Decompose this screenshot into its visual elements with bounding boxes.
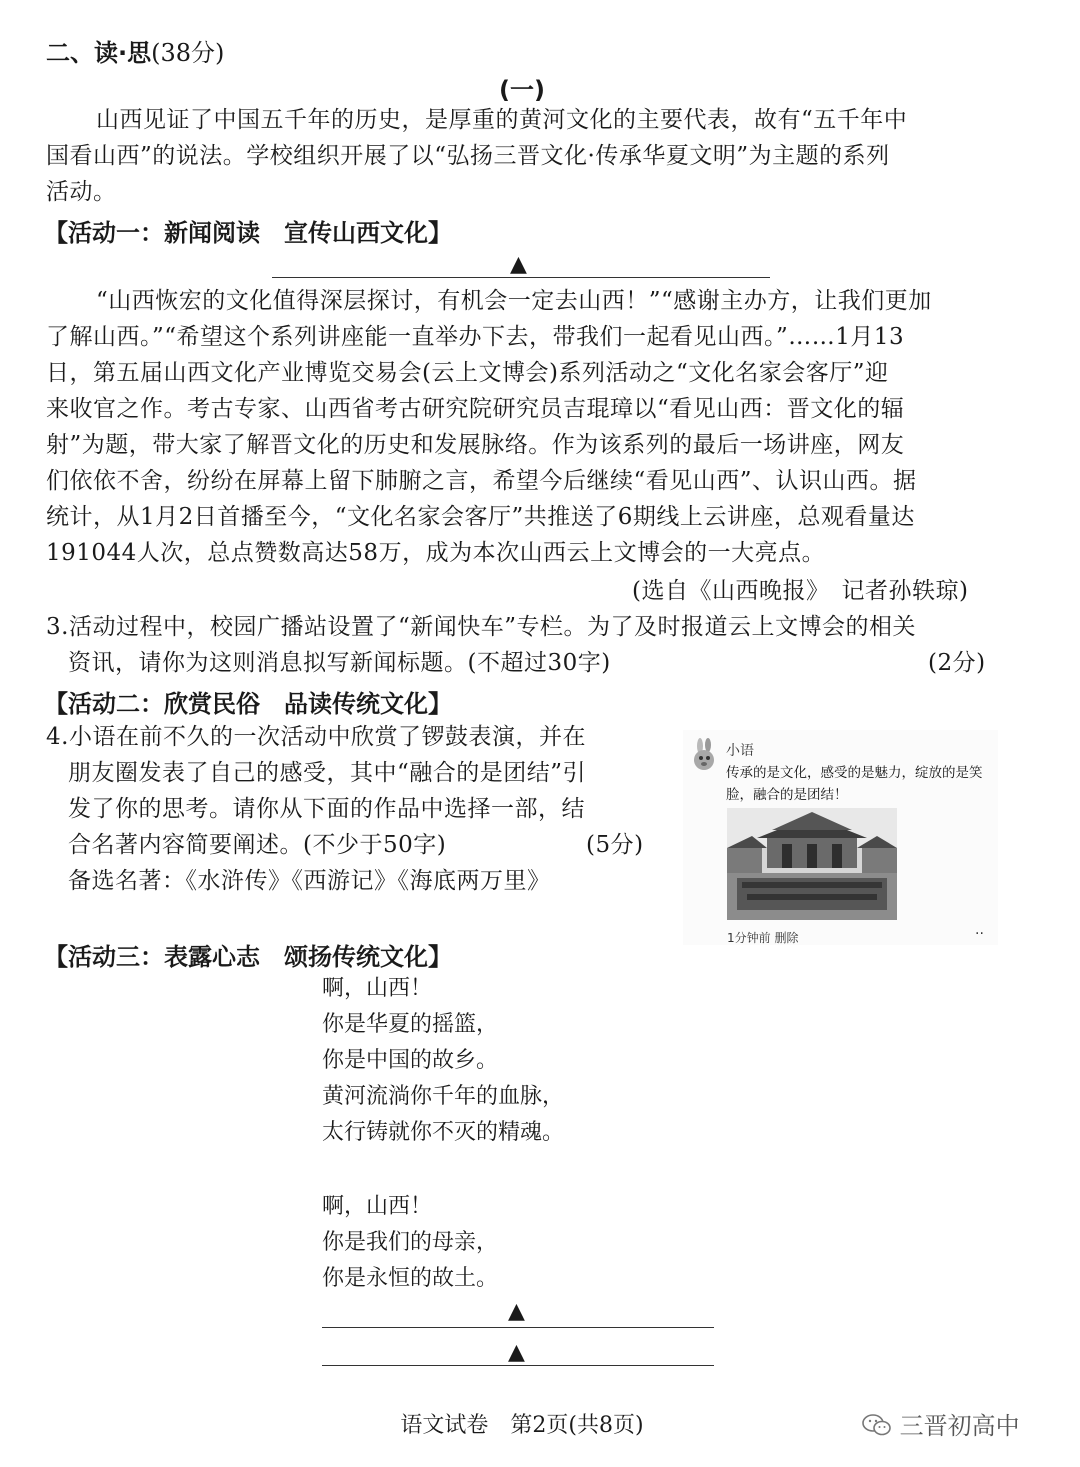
- poem-line: 你是中国的故乡。: [322, 1048, 499, 1073]
- question-3-score: (2分): [928, 650, 986, 676]
- answer-blank-marker: ▲: [510, 252, 527, 277]
- intro-line-2: 国看山西”的说法。学校组织开展了以“弘扬三晋文化·传承华夏文明”为主题的系列: [46, 143, 890, 169]
- news-line: “山西恢宏的文化值得深层探讨，有机会一定去山西！”“感谢主办方，让我们更加: [96, 288, 932, 314]
- poem-line: 你是华夏的摇篮，: [322, 1012, 499, 1037]
- answer-blank-marker: ▲: [508, 1340, 525, 1365]
- post-message: 传承的是文化，感受的是魅力，绽放的是笑脸，融合的是团结！: [726, 765, 983, 803]
- question-4-score: (5分): [586, 832, 644, 858]
- section-score: (38分): [151, 39, 225, 67]
- intro-line-1: 山西见证了中国五千年的历史，是厚重的黄河文化的主要代表，故有“五千年中: [96, 107, 908, 133]
- poem-line: 啊，山西！: [322, 1194, 433, 1219]
- news-line: 射”为题，带大家了解晋文化的历史和发展脉络。作为该系列的最后一场讲座，网友: [46, 432, 905, 458]
- question-4-line: 合名著内容简要阐述。(不少于50字): [68, 832, 447, 858]
- answer-blank-line: [322, 1327, 714, 1328]
- news-line: 们依依不舍，纷纷在屏幕上留下肺腑之言，希望今后继续“看见山西”、认识山西。据: [46, 468, 917, 494]
- question-4-line: 4.小语在前不久的一次活动中欣赏了锣鼓表演，并在: [46, 724, 586, 750]
- poem-line: 黄河流淌你千年的血脉，: [322, 1084, 565, 1109]
- question-4-line: 发了你的思考。请你从下面的作品中选择一部，结: [68, 796, 585, 822]
- more-options-icon[interactable]: ··: [975, 926, 984, 942]
- section-title: 二、读·思(38分): [46, 39, 225, 67]
- poem-line: 你是永恒的故土。: [322, 1266, 499, 1291]
- drum-performance-photo: [727, 808, 897, 920]
- news-line: 了解山西。”“希望这个系列讲座能一直举办下去，带我们一起看见山西。”……1月13: [46, 324, 905, 350]
- page-footer: 语文试卷 第2页(共8页): [400, 1413, 644, 1438]
- watermark: [862, 1406, 1020, 1441]
- news-line: 统计，从1月2日首播至今，“文化名家会客厅”共推送了6期线上云讲座，总观看量达: [46, 504, 915, 530]
- intro-line-3: 活动。: [46, 179, 117, 205]
- question-4-line: 朋友圈发表了自己的感受，其中“融合的是团结”引: [68, 760, 587, 786]
- news-source: (选自《山西晚报》 记者孙轶琼): [632, 578, 969, 604]
- question-3-line-1: 3.活动过程中，校园广播站设置了“新闻快车”专栏。为了及时报道云上文博会的相关: [46, 614, 916, 640]
- answer-blank-line: [272, 277, 770, 278]
- activity-1-heading: 【活动一：新闻阅读 宣传山西文化】: [44, 219, 452, 247]
- news-line: 日，第五届山西文化产业博览交易会(云上文博会)系列活动之“文化名家会客厅”迎: [46, 360, 889, 386]
- poem-line: 你是我们的母亲，: [322, 1230, 499, 1255]
- answer-blank-marker: ▲: [508, 1299, 525, 1324]
- news-line: 来收官之作。考古专家、山西省考古研究院研究员吉琨璋以“看见山西：晋文化的辐: [46, 396, 905, 422]
- answer-blank-line: [322, 1365, 714, 1366]
- rabbit-icon: [689, 738, 719, 772]
- part-label: (一): [499, 76, 545, 104]
- question-4-options: 备选名著：《水浒传》《西游记》《海底两万里》: [68, 868, 551, 894]
- wechat-icon: [862, 1412, 892, 1438]
- question-3-line-2: 资讯，请你为这则消息拟写新闻标题。(不超过30字): [68, 650, 611, 676]
- watermark-text: 三晋初高中: [899, 1412, 1020, 1440]
- poem-line: 啊，山西！: [322, 976, 433, 1001]
- news-line: 191044人次，总点赞数高达58万，成为本次山西云上文博会的一大亮点。: [46, 540, 826, 566]
- activity-3-heading: 【活动三：表露心志 颂扬传统文化】: [44, 943, 452, 971]
- post-username: 小语: [726, 743, 754, 759]
- poem-line: 太行铸就你不灭的精魂。: [322, 1120, 565, 1145]
- post-time: 1分钟前 删除: [727, 931, 799, 945]
- activity-2-heading: 【活动二：欣赏民俗 品读传统文化】: [44, 690, 452, 718]
- moment-post-card: [683, 730, 998, 945]
